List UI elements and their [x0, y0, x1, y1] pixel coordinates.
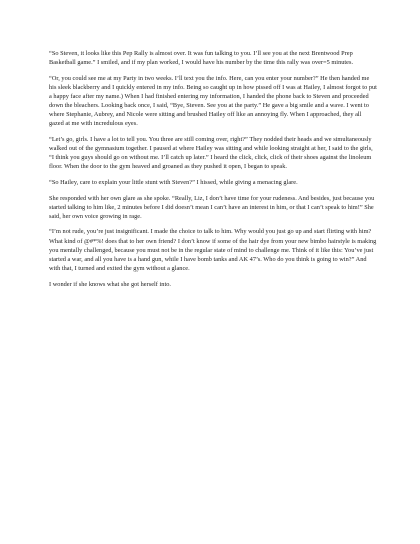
- paragraph-3: “Let’s go, girls. I have a lot to tell you. You three are still coming over, right?” They nodded their heads and we simultaneously walked out of the gymnasium together. I paused at where Hailey was sitting and while looking straight at her, I said to the girls, “I think you guys should go on without me. I’ll catch up later.” I heard the click, click, click of their shoes against the linoleum floor. When the door to the gym heaved and groaned as they pushed it open, I began to speak.: [49, 135, 373, 171]
- paragraph-2: “Or, you could see me at my Party in two weeks. I’ll text you the info. Here, can you enter your number?” He then handed me his sleek blackberry and I quickly entered in my info. Being so caught up in how pissed off I was at Hailey, I almost forgot to put a happy face after my name.) When I had finished entering my information, I handed the phone back to Steven and proceeded down the bleachers. Looking back once, I said, “Bye, Steven. See you at the party.” He gave a big smile and a wave. I went to where Stephanie, Aubrey, and Nicole were sitting and brushed Hailey off like an annoying fly. When I approached, they all gazed at me with incredulous eyes.: [49, 74, 377, 128]
- story-text: [49, 49, 377, 295]
- paragraph-1: “So Steven, it looks like this Pep Rally is almost over. It was fun talking to you. I’ll see you at the next Brentwood Prep Basketball game.” I smiled, and if my plan worked, I would have his number by the time this rally was over=5 minutes.: [49, 50, 354, 67]
- paragraph-6: “I’m not rude, you’re just insignificant. I made the choice to talk to him. Why would you just go up and start flirting with him? What kind of @#*%! does that to her own friend? I don’t know if some of the hair dye from your new bimbo hairstyle is making you mentally challenged, because you must not be in the regular state of mind to challenge me. Think of it like this: You’ve just started a war, and all you have is a hand gun, while I have bomb tanks and AK 47’s. Who do you think is going to win?” And with that, I turned and exited the gym without a glance.: [49, 228, 377, 272]
- paragraph-5: She responded with her own glare as she spoke. “Really, Liz, I don’t have time for your rudeness. And besides, just because you started talking to him like, 2 minutes before I did doesn’t mean I can’t have an interest in him, or that I can’t speak to him!” She said, her own voice growing in rage.: [49, 194, 375, 220]
- paragraph-7: I wonder if she knows what she got herself into.: [49, 280, 171, 288]
- paragraph-4: “So Hailey, care to explain your little stunt with Steven?” I hissed, while giving a menacing glare.: [49, 178, 298, 186]
